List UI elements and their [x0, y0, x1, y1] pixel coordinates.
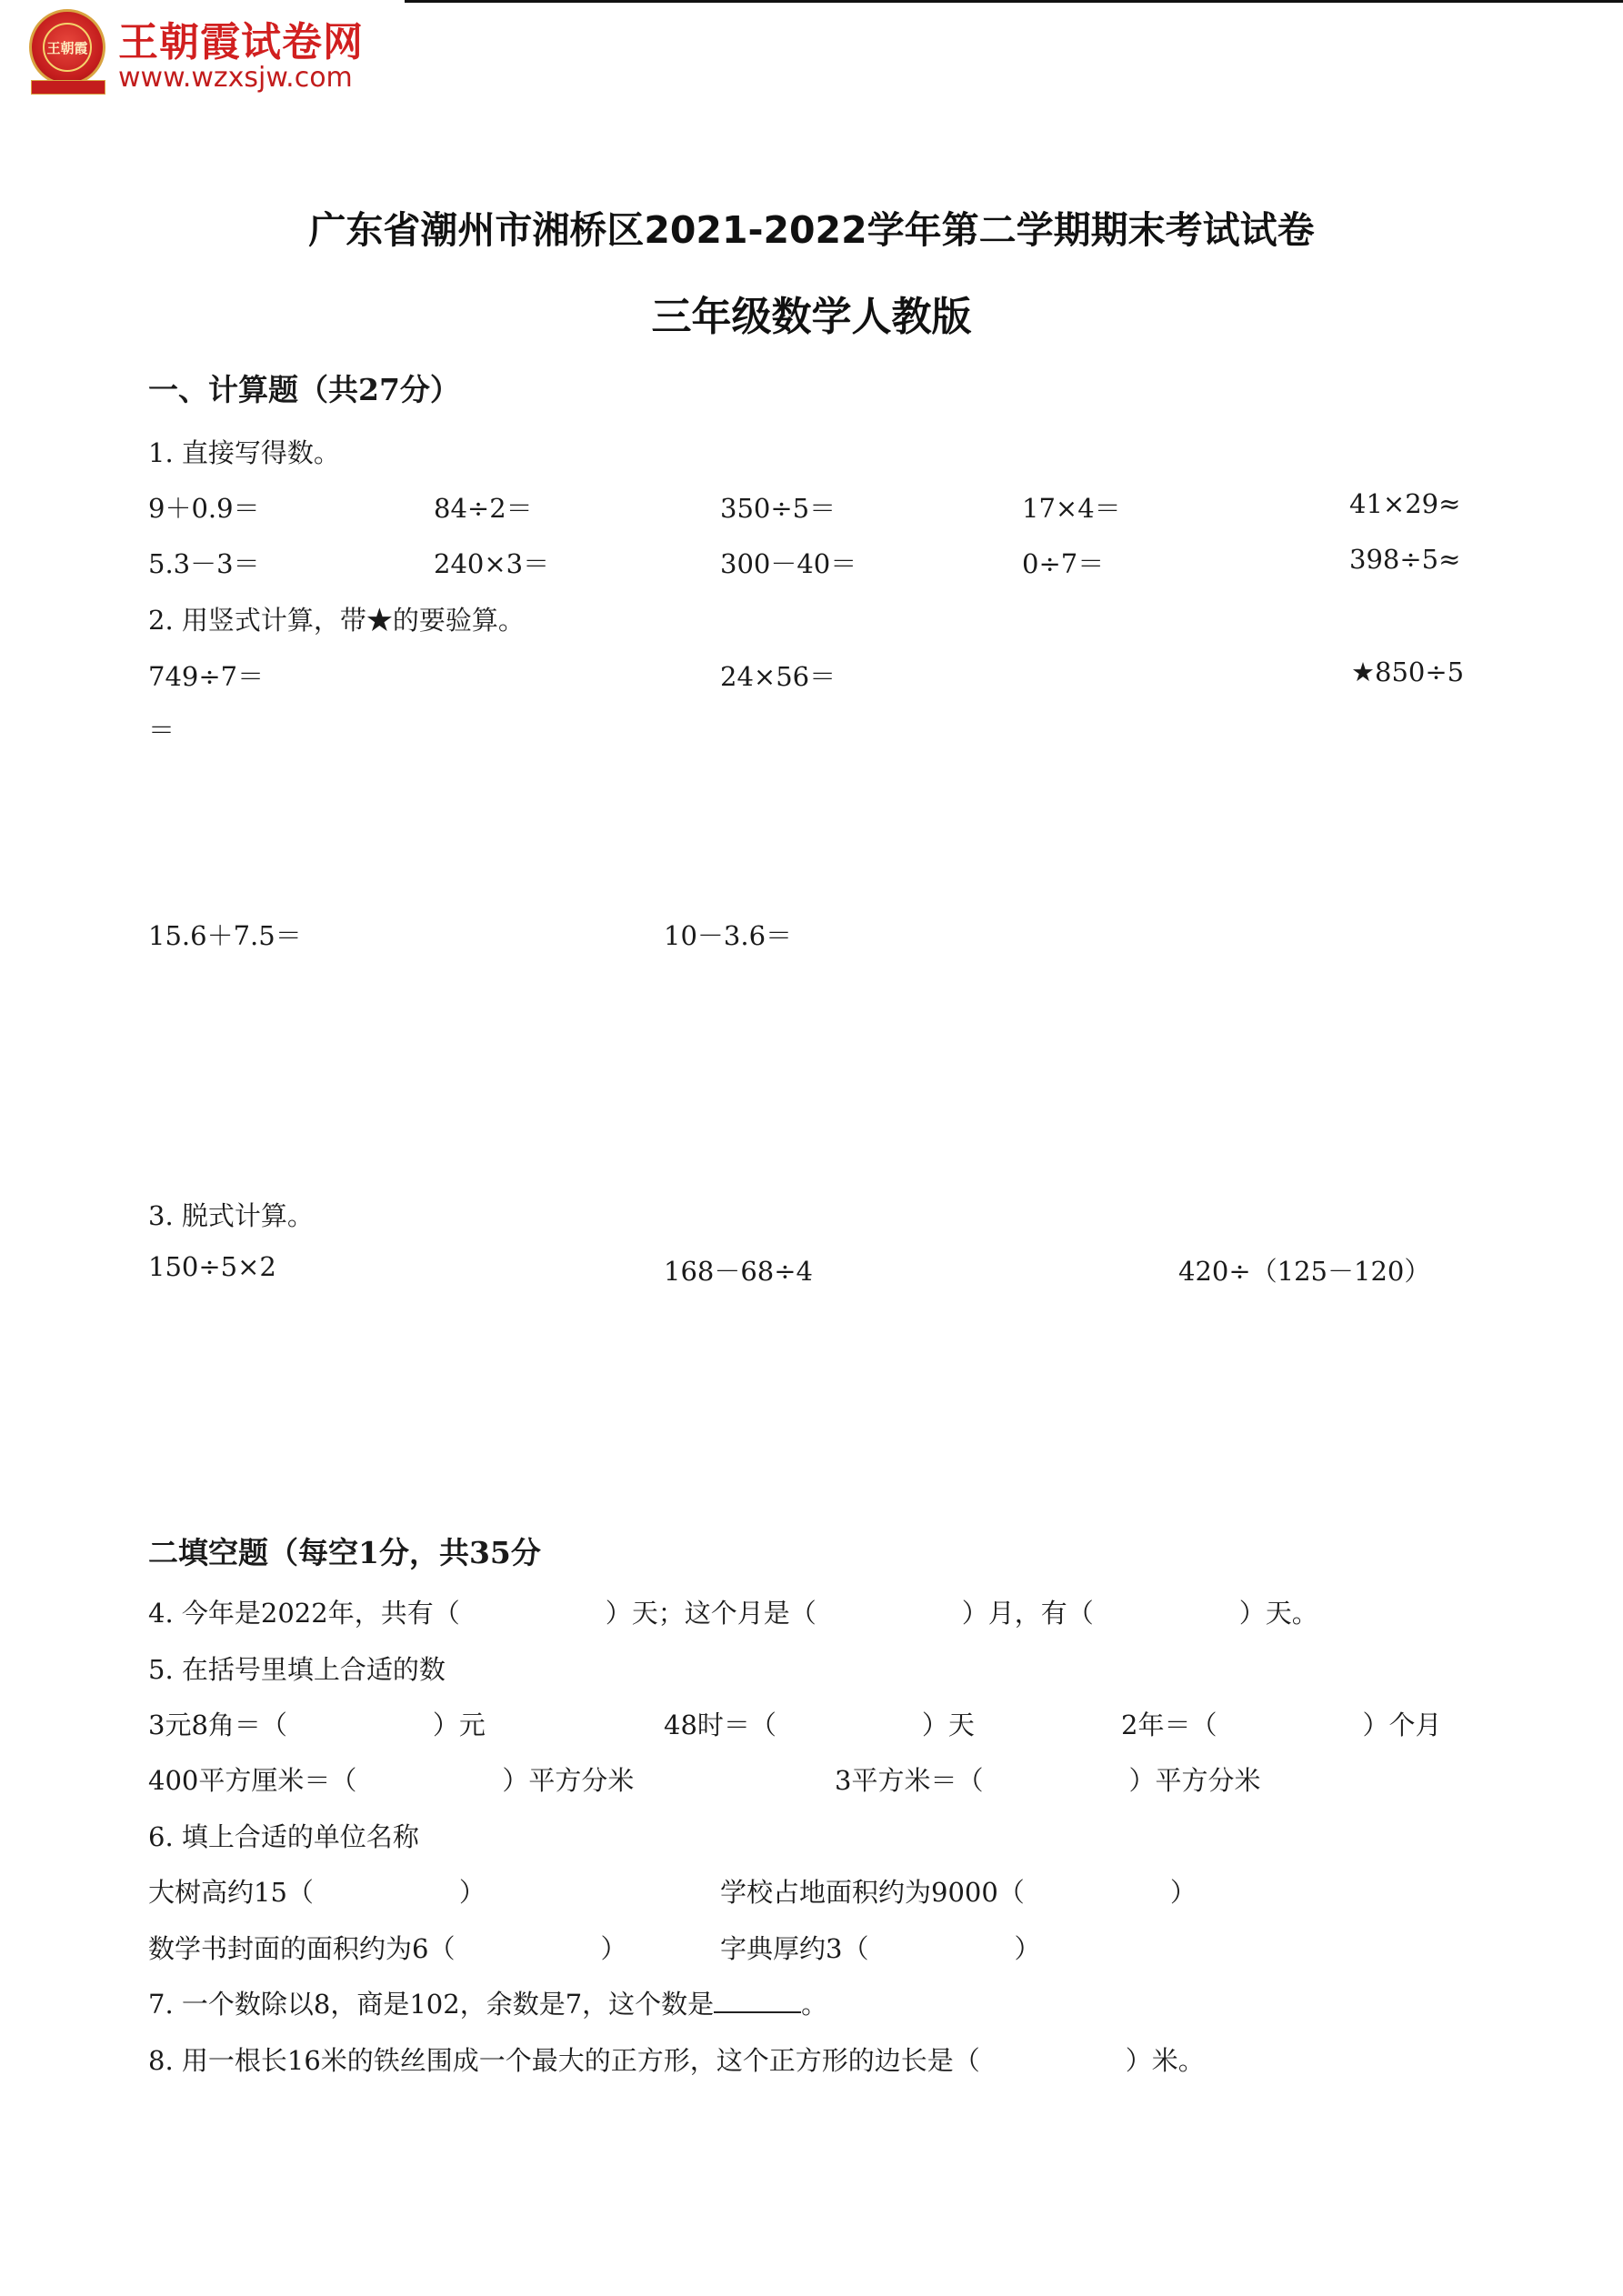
q1-item: 9＋0.9＝: [148, 493, 260, 524]
q1-item: 240×3＝: [434, 548, 550, 579]
q1-item: 300－40＝: [720, 548, 857, 579]
exam-subtitle: 三年级数学人教版: [651, 294, 972, 340]
section2-heading: 二填空题（每空1分，共35分: [148, 1535, 541, 1570]
q6-item: 字典厚约3（ ）: [720, 1933, 1041, 1964]
q4-part: ）月，有（: [961, 1598, 1094, 1629]
q5-item: 48时＝（ ）天: [664, 1709, 975, 1740]
q1-item: 17×4＝: [1022, 493, 1121, 524]
seal-text: 王朝霞: [43, 23, 92, 72]
q3-item: 150÷5×2: [148, 1251, 276, 1282]
section1-heading: 一、计算题（共27分）: [148, 372, 460, 407]
q3-item: 168－68÷4: [664, 1256, 814, 1287]
q2-item: 749÷7＝: [148, 661, 265, 692]
q5-item: 400平方厘米＝（ ）平方分米: [148, 1765, 635, 1796]
q7-text: 7. 一个数除以8，商是102，余数是7，这个数是 。: [148, 1989, 828, 2020]
q3-item: 420÷（125－120）: [1178, 1256, 1431, 1287]
q2-label: 2. 用竖式计算，带★的要验算。: [148, 605, 525, 636]
exam-title: 广东省潮州市湘桥区2021-2022学年第二学期期末考试试卷: [308, 208, 1315, 252]
q2-item: 24×56＝: [720, 661, 837, 692]
q2-continuation: ＝: [148, 715, 175, 746]
q5-item: 2年＝（ ）个月: [1121, 1709, 1442, 1740]
q6-label: 6. 填上合适的单位名称: [148, 1821, 419, 1852]
site-logo: [25, 5, 407, 105]
q4-part: ）天。: [1238, 1598, 1318, 1629]
q4-part: 4. 今年是2022年，共有（: [148, 1598, 460, 1629]
seal-icon: [29, 9, 105, 85]
q4-part: ）天；这个月是（: [605, 1598, 817, 1629]
answer-underline[interactable]: [714, 1993, 801, 2013]
logo-url: www.wzxsjw.com: [118, 62, 353, 94]
q1-item: 84÷2＝: [434, 493, 533, 524]
q4-text: [148, 1593, 1318, 1630]
q1-item: 5.3－3＝: [148, 548, 260, 579]
q6-item: 大树高约15（ ）: [148, 1877, 486, 1908]
q5-item: 3平方米＝（ ）平方分米: [835, 1765, 1261, 1796]
q1-item: 398÷5≈: [1349, 544, 1461, 575]
q1-item: 41×29≈: [1349, 488, 1461, 519]
q5-label: 5. 在括号里填上合适的数: [148, 1654, 446, 1685]
q1-item: 350÷5＝: [720, 493, 837, 524]
q6-item: 学校占地面积约为9000（ ）: [720, 1877, 1197, 1908]
q2-item: ★850÷5: [1351, 657, 1465, 687]
q1-item: 0÷7＝: [1022, 548, 1105, 579]
q5-item: 3元8角＝（ ）元: [148, 1709, 486, 1740]
q8-text: 8. 用一根长16米的铁丝围成一个最大的正方形，这个正方形的边长是（ ）米。: [148, 2045, 1205, 2076]
q2-item: 15.6＋7.5＝: [148, 920, 302, 951]
q2-item: 10－3.6＝: [664, 920, 793, 951]
ribbon-decoration: [31, 80, 105, 95]
q6-item: 数学书封面的面积约为6（ ）: [148, 1933, 627, 1964]
logo-title: 王朝霞试卷网: [118, 19, 364, 65]
top-rule: [405, 0, 1623, 3]
q3-label: 3. 脱式计算。: [148, 1200, 314, 1231]
q1-label: 1. 直接写得数。: [148, 437, 340, 468]
